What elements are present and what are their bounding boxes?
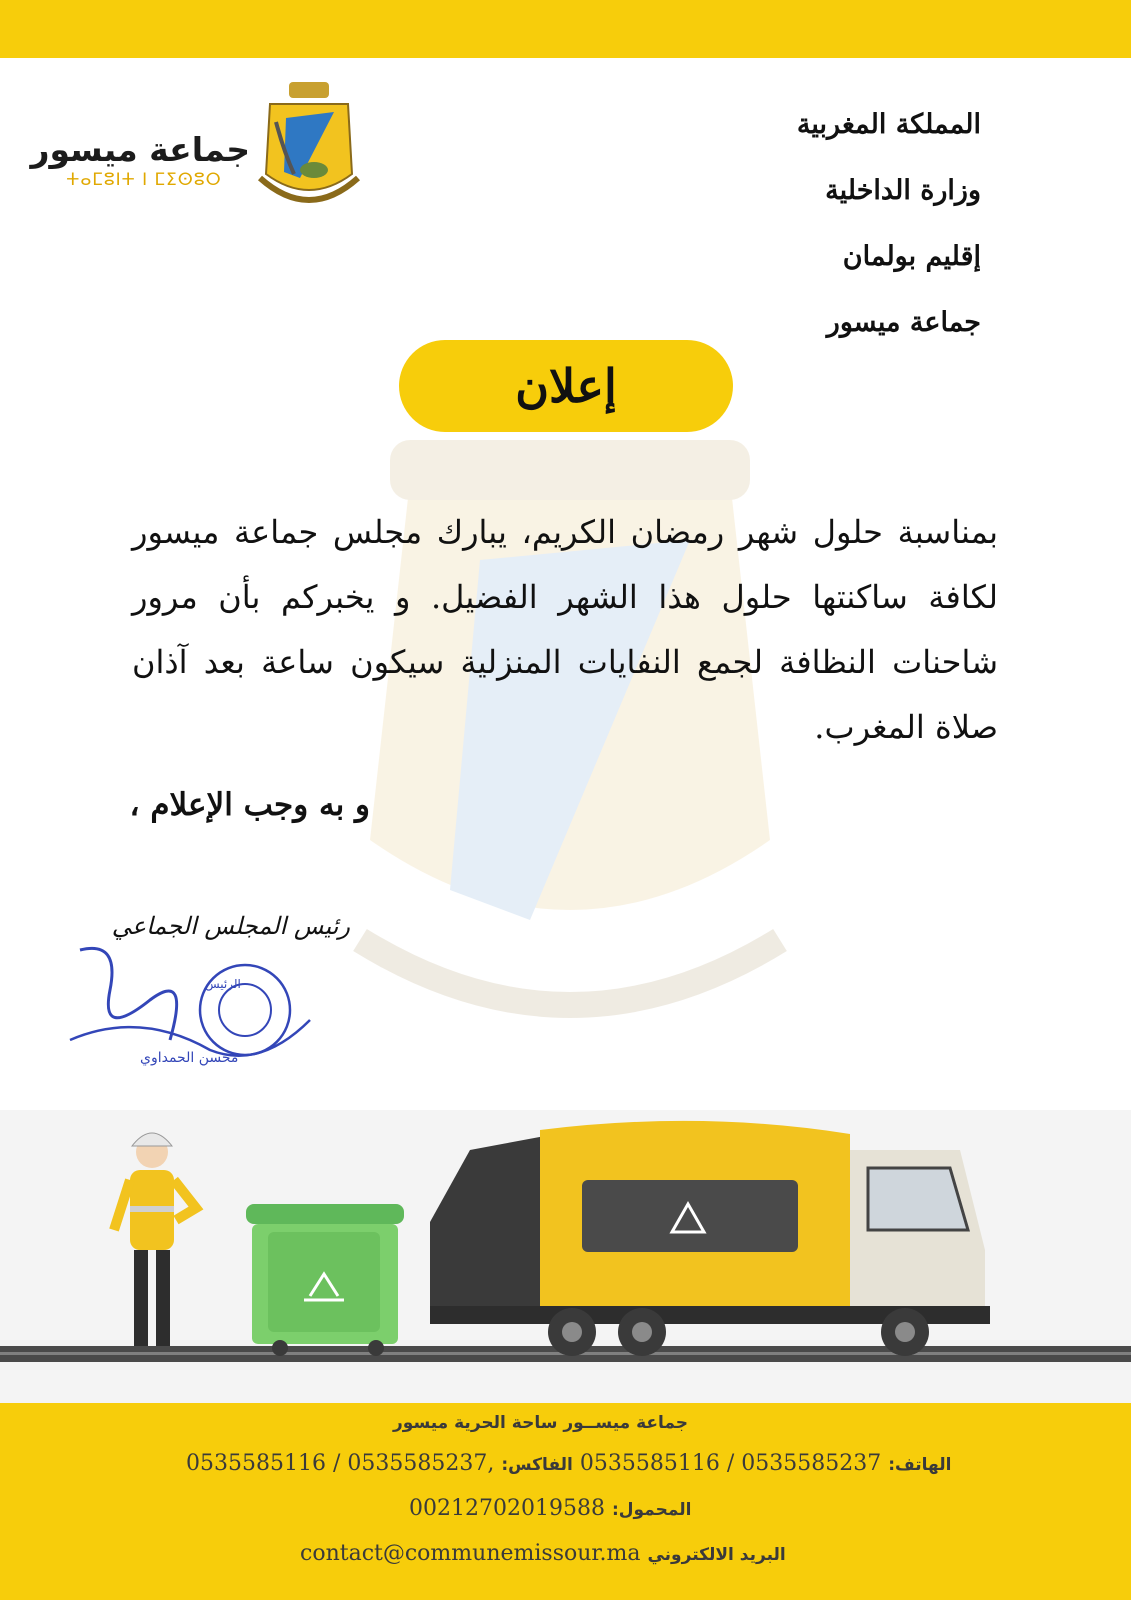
worker-illustration: [114, 1133, 196, 1346]
cleaning-illustration: [0, 1110, 1131, 1410]
header-line-ministry: وزارة الداخلية: [825, 175, 981, 206]
header-line-province: إقليم بولمان: [842, 241, 981, 272]
footer-phone-fax: [186, 1451, 951, 1476]
notice-title: إعلان: [399, 340, 733, 432]
logo-tifinagh: ⵜⴰⵎⵓⵏⵜ ⵏ ⵎⵉⵙⵓⵔ: [66, 170, 222, 190]
phone-label: الهاتف:: [888, 1455, 952, 1475]
commune-logo: [32, 82, 362, 214]
email-link[interactable]: contact@communemissour.ma: [300, 1541, 641, 1566]
footer-mobile: [409, 1496, 691, 1521]
header-line-commune: جماعة ميسور: [826, 307, 981, 338]
top-bar: [0, 0, 1131, 58]
logo-name: جماعة ميسور: [30, 130, 250, 169]
issuer-header: [741, 92, 981, 356]
notice-body: بمناسبة حلول شهر رمضان الكريم، يبارك مجلس جماعة ميسور لكافة ساكنتها حلول هذا الشهر الفضيل. و يخبركم بأن مرور شاحنات النظافة لجمع النفايات المنزلية سيكون ساعة بعد آذان صلاة المغرب.: [132, 513, 999, 746]
mobile-label: المحمول:: [611, 1500, 692, 1520]
signatory-title: رئيس المجلس الجماعي: [111, 912, 350, 940]
footer-contact: [0, 1403, 1131, 1600]
phone-values: 0535585116 / 0535585237: [579, 1451, 882, 1476]
signature-stamp: [60, 930, 320, 1080]
mobile-value: 00212702019588: [409, 1496, 605, 1521]
email-label: البريد الالكتروني: [647, 1545, 786, 1565]
svg-text:الرئيس: الرئيس: [205, 977, 241, 991]
notice-closing: و به وجب الإعلام ،: [129, 787, 370, 823]
fax-values: 0535585116 / 0535585237,: [186, 1451, 495, 1476]
svg-text:محسن الحمداوي: محسن الحمداوي: [140, 1050, 239, 1066]
footer-email: [300, 1541, 786, 1566]
emblem-icon: [254, 82, 364, 214]
fax-label: الفاكس:: [501, 1455, 573, 1475]
bin-illustration: [246, 1204, 404, 1356]
header-line-kingdom: المملكة المغربية: [796, 109, 981, 140]
truck-illustration: [430, 1121, 990, 1356]
footer-address: جماعة ميســور ساحة الحرية ميسور: [393, 1413, 689, 1433]
